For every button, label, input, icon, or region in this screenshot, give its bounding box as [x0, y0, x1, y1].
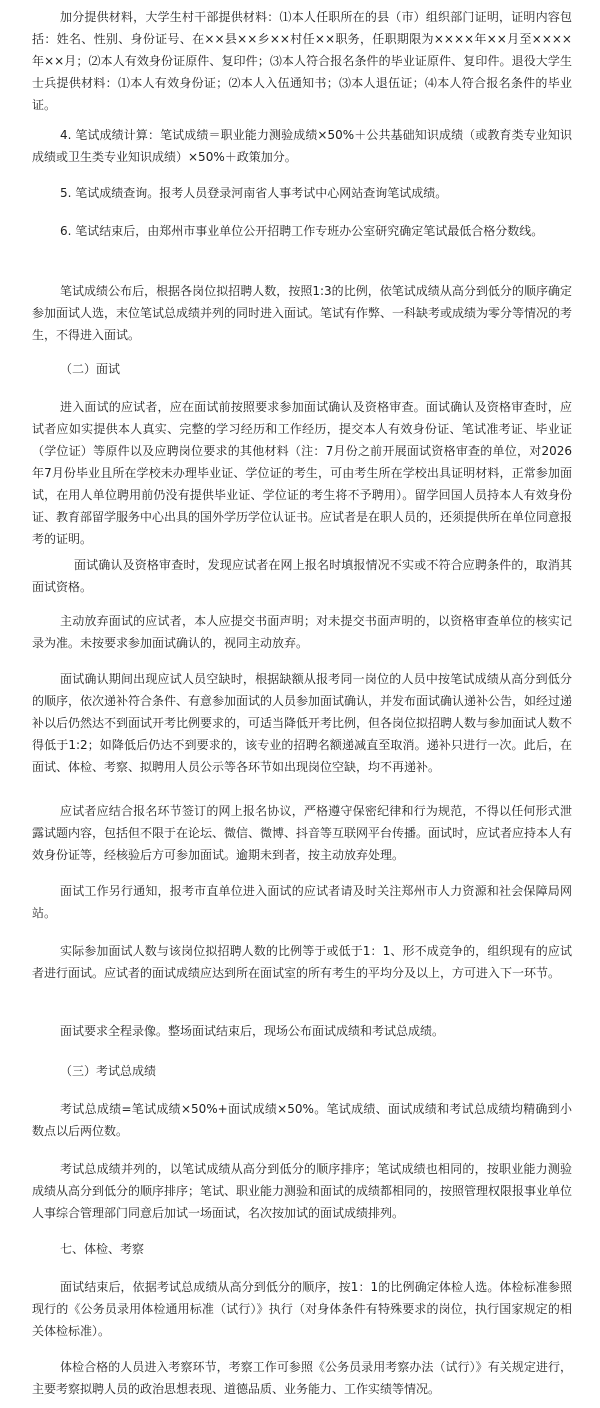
paragraph-confidentiality: 应试者应结合报名环节签订的网上报名协议，严格遵守保密纪律和行为规范，不得以任何形式泄露试题内容，包括但不限于在论坛、微信、微博、抖音等互联网平台传播。面试时，应试者应持本人有效身份证等，经核验后方可参加面试。逾期未到者，按主动放弃处理。 [32, 804, 573, 862]
paragraph-written-score-calc: 4. 笔试成绩计算：笔试成绩＝职业能力测验成绩×50%＋公共基础知识成绩（或教育类专业知识成绩或卫生类专业知识成绩）×50%＋政策加分。 [32, 128, 572, 164]
paragraph-interview-qualification: 进入面试的应试者，应在面试前按照要求参加面试确认及资格审查。面试确认及资格审查时，应试者应如实提供本人真实、完整的学习经历和工作经历，提交本人有效身份证、笔试准考证、毕业证（学位证）等原件以及应聘岗位要求的其他材料（注：7月份之前开展面试资格审查的单位，对2026年7月份毕业且所在学校未办理毕业证、学位证的考生，可由考生所在学校出具证明材料，正常参加面试，在用人单位聘用前仍没有提供毕业证、学位证的考生将不予聘用）。留学回国人员持本人有效身份证、教育部留学服务中心出具的国外学历学位认证书。应试者是在职人员的，还须提供所在单位同意报考的证明。 [32, 400, 573, 546]
paragraph-written-score-query: 5. 笔试成绩查询。报考人员登录河南省人事考试中心网站查询笔试成绩。 [60, 186, 448, 200]
paragraph-interview-notice: 面试工作另行通知，报考市直单位进入面试的应试者请及时关注郑州市人力资源和社会保障局网站。 [32, 884, 572, 920]
section-heading-physical-exam: 七、体检、考察 [60, 1242, 145, 1256]
paragraph-passing-line: 6. 笔试结束后，由郑州市事业单位公开招聘工作专班办公室研究确定笔试最低合格分数线。 [60, 224, 544, 238]
section-heading-interview: （二）面试 [60, 362, 121, 376]
paragraph-disqualification: 面试确认及资格审查时，发现应试者在网上报名时填报情况不实或不符合应聘条件的，取消其面试资格。 [32, 558, 572, 594]
paragraph-interview-selection: 笔试成绩公布后，根据各岗位拟招聘人数，按照1:3的比例，依笔试成绩从高分到低分的顺序确定参加面试人选，末位笔试总成绩并列的同时进入面试。笔试有作弊、一科缺考或成绩为零分等情况的考生，不得进入面试。 [32, 284, 573, 342]
paragraph-total-score-formula: 考试总成绩=笔试成绩×50%+面试成绩×50%。笔试成绩、面试成绩和考试总成绩均精确到小数点以后两位数。 [32, 1102, 572, 1138]
paragraph-interview-ratio: 实际参加面试人数与该岗位拟招聘人数的比例等于或低于1：1、形不成竞争的，组织现有的应试者进行面试。应试者的面试成绩应达到所在面试室的所有考生的平均分及以上，方可进入下一环节。 [32, 944, 572, 980]
paragraph-investigation: 体检合格的人员进入考察环节，考察工作可参照《公务员录用考察办法（试行）》有关规定进行，主要考察拟聘人员的政治思想表现、道德品质、业务能力、工作实绩等情况。 [32, 1360, 572, 1396]
paragraph-voluntary-withdrawal: 主动放弃面试的应试者，本人应提交书面声明；对未提交书面声明的，以资格审查单位的核实记录为准。未按要求参加面试确认的，视同主动放弃。 [32, 614, 572, 650]
paragraph-tie-breaking: 考试总成绩并列的，以笔试成绩从高分到低分的顺序排序；笔试成绩也相同的，按职业能力测验成绩从高分到低分的顺序排序；笔试、职业能力测验和面试的成绩都相同的，按照管理权限报事业单位人事综合管理部门同意后加试一场面试，名次按加试的面试成绩排列。 [32, 1162, 573, 1220]
section-heading-total-score: （三）考试总成绩 [60, 1064, 157, 1078]
paragraph-bonus-materials: 加分提供材料，大学生村干部提供材料：⑴本人任职所在的县（市）组织部门证明，证明内容包括：姓名、性别、身份证号、在××县××乡××村任××职务，任职期限为××××年××月至××××年××月；⑵本人有效身份证原件、复印件；⑶本人符合报名条件的毕业证原件、复印件。退役大学生士兵提供材料：⑴本人有效身份证；⑵本人入伍通知书；⑶本人退伍证；⑷本人符合报名条件的毕业证。 [32, 10, 572, 112]
paragraph-physical-exam: 面试结束后，依据考试总成绩从高分到低分的顺序，按1：1的比例确定体检人选。体检标准参照现行的《公务员录用体检通用标准（试行）》执行（对身体条件有特殊要求的岗位，执行国家规定的相关体检标准）。 [32, 1280, 572, 1338]
paragraph-recording: 面试要求全程录像。整场面试结束后，现场公布面试成绩和考试总成绩。 [60, 1024, 445, 1038]
paragraph-vacancy-replacement: 面试确认期间出现应试人员空缺时，根据缺额从报考同一岗位的人员中按笔试成绩从高分到低分的顺序，依次递补符合条件、有意参加面试的人员参加面试确认，并发布面试确认递补公告，如经过递补以后仍然达不到面试开考比例要求的，可适当降低开考比例，但各岗位拟招聘人数与参加面试人数不得低于1:2；如降低后仍达不到要求的，该专业的招聘名额递减直至取消。递补只进行一次。此后，在面试、体检、考察、拟聘用人员公示等各环节如出现岗位空缺，均不再递补。 [32, 672, 573, 774]
